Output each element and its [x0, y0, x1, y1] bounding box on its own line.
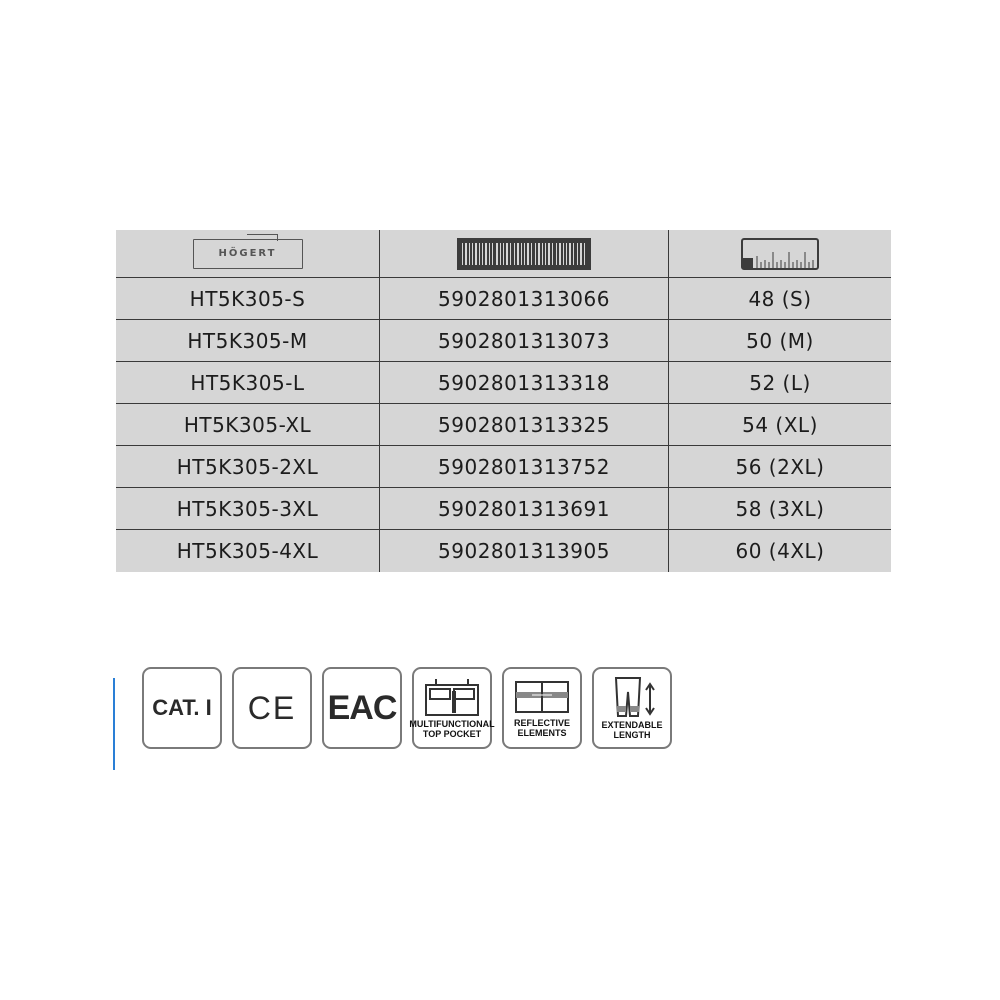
top-pocket-badge [409, 667, 495, 749]
ean-cell: 5902801313691 [380, 488, 669, 529]
table-row [116, 404, 891, 446]
ean-cell: 5902801313073 [380, 320, 669, 361]
size-cell: 50 (M) [746, 328, 814, 353]
product-code-cell: HT5K305-XL [116, 404, 380, 445]
product-code-cell: HT5K305-S [116, 278, 380, 319]
extendable-label-line2: LENGTH [613, 730, 651, 740]
extendable-label-line1: EXTENDABLE [601, 720, 663, 730]
header-brand-cell [116, 230, 380, 277]
hogert-logo [193, 239, 303, 269]
extendable-length-icon [604, 676, 660, 718]
ean-cell: 5902801313325 [380, 404, 669, 445]
reflective-elements-label [514, 718, 570, 738]
top-pocket-label-line2: TOP POCKET [422, 729, 482, 739]
feature-badges [142, 667, 672, 749]
top-pocket-label-line1: MULTIFUNCTIONAL [409, 719, 495, 729]
accent-divider [113, 678, 115, 770]
ce-mark-badge [232, 667, 312, 749]
cat-i-badge [142, 667, 222, 749]
size-cell: 54 (XL) [742, 412, 818, 437]
top-pocket-icon [422, 677, 482, 717]
size-cell: 56 (2XL) [735, 454, 825, 479]
ean-cell: 5902801313752 [380, 446, 669, 487]
cat-i-text: CAT. I [152, 695, 212, 720]
ean-cell: 5902801313066 [380, 278, 669, 319]
ce-mark-icon: CE [247, 689, 297, 726]
ean-cell: 5902801313905 [380, 530, 669, 572]
extendable-length-badge [592, 667, 672, 749]
table-row [116, 446, 891, 488]
ean-cell: 5902801313318 [380, 362, 669, 403]
header-barcode-cell [380, 230, 669, 277]
product-code-cell: HT5K305-4XL [116, 530, 380, 572]
top-pocket-label [409, 719, 494, 739]
size-cell: 60 (4XL) [735, 539, 825, 563]
table-row [116, 278, 891, 320]
barcode-icon [457, 238, 591, 270]
size-cell: 58 (3XL) [735, 496, 825, 521]
size-cell: 48 (S) [748, 286, 812, 311]
table-header-row [116, 230, 891, 278]
header-size-cell [669, 230, 891, 277]
reflective-elements-icon [512, 678, 572, 716]
eac-mark-icon: EAC [327, 688, 397, 727]
product-code-cell: HT5K305-L [116, 362, 380, 403]
product-code-cell: HT5K305-M [116, 320, 380, 361]
table-row [116, 488, 891, 530]
size-cell: 52 (L) [749, 370, 811, 395]
extendable-length-label [601, 720, 662, 740]
table-row [116, 320, 891, 362]
table-row [116, 362, 891, 404]
reflective-label-line2: ELEMENTS [517, 728, 567, 738]
product-code-cell: HT5K305-2XL [116, 446, 380, 487]
reflective-label-line1: REFLECTIVE [513, 718, 570, 728]
product-code-cell: HT5K305-3XL [116, 488, 380, 529]
reflective-elements-badge [502, 667, 582, 749]
size-table [116, 230, 891, 572]
hogert-logo-text: HÖGERT [218, 248, 277, 259]
table-row [116, 530, 891, 572]
ruler-icon [741, 238, 819, 270]
eac-mark-badge [322, 667, 402, 749]
